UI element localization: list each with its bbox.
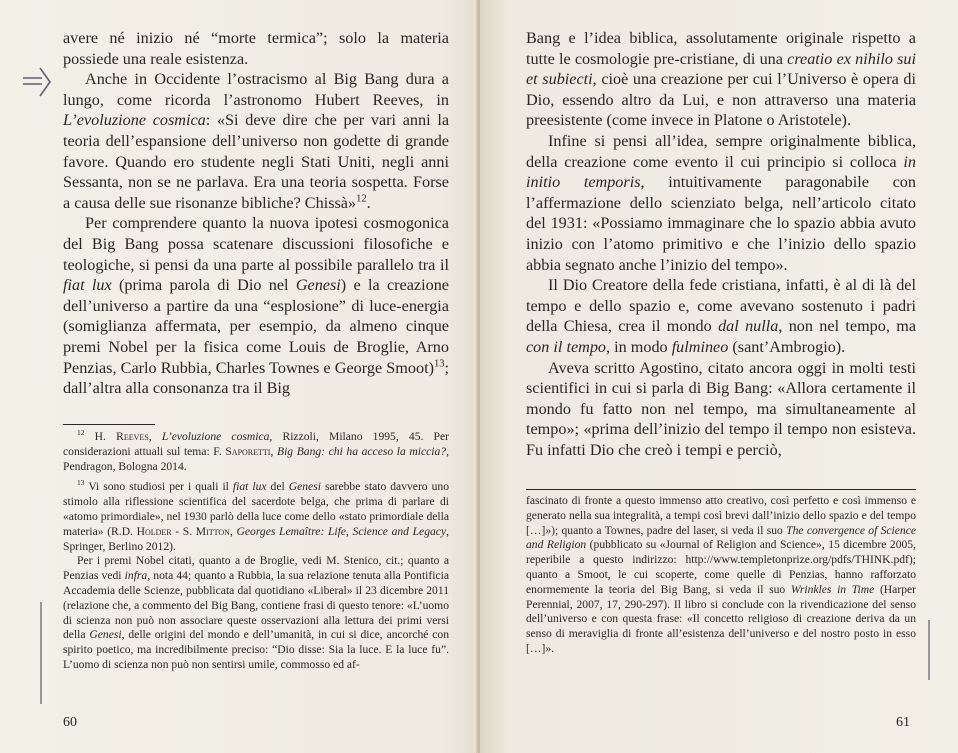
footnote-separator	[63, 424, 155, 425]
paragraph: Bang e l’idea biblica, assolutamente originale rispetto a tutte le cosmologie pre-cristiane, di una creatio ex nihilo sui et subiecti, cioè una creazione per cui l’Universo è opera di Dio, essendo altro da Lui, e non attraverso una materia preesistente (come invece in Platone o Aristotele).	[526, 29, 917, 130]
paragraph: Infine si pensi all’idea, sempre originalmente biblica, della creazione come evento il cui principio si colloca in initio temporis, intuitivamente paragonabile con l’affermazione dello scienziato belga, nell’articolo citato del 1931: «Possiamo immaginare che lo spazio abbia avuto inizio con l’atomo primitivo e che l’inizio dello spazio abbia segnato anche l’inizio del tempo».	[526, 131, 916, 274]
right-page	[480, 0, 958, 753]
right-footnotes	[526, 494, 916, 657]
paragraph: avere né inizio né “morte termica”; solo la materia possiede una reale esistenza.	[63, 29, 449, 68]
paragraph: Aveva scritto Agostino, citato ancora oggi in molti testi scientifici in cui si parla di Big Bang: «Allora certamente il mondo fu fatto non nel tempo, ma simultaneamente al tempo»; «prima dell’inizio del tempo il tempo non esisteva. Fu infatti Dio che creò i tempi e perciò,	[526, 358, 916, 459]
left-page	[0, 0, 478, 753]
handwritten-margin-line	[928, 620, 930, 680]
footnote-separator	[526, 489, 916, 490]
paragraph: Anche in Occidente l’ostracismo al Big Bang dura a lungo, come ricorda l’astronomo Hubert Reeves, in L’evoluzione cosmica: «Si deve dire che per vari anni la teoria dell’espansione dell’universo non godette di grande favore. Quando ero studente negli Stati Uniti, negli anni Sessanta, non se ne parlava. Era una teoria sospetta. Forse a causa delle sue risonanze bibliche? Chissà»$^{12}$.	[63, 70, 450, 212]
footnote-continuation: fascinato di fronte a questo immenso atto creativo, così perfetto e così immenso e generato nella sua integralità, a tempi così brevi dall’inizio dello spazio e del tempo […]»); quanto a Townes, padre del laser, si veda il suo The convergence of Science and Religion (pubblicato su «Journal of Religion and Science», 15 dicembre 2005, reperibile a questo indirizzo: http://www.templetonprize.org/pdfs/THINK.pdf); quanto a Smoot, le cui scoperte, come quelle di Penzias, hanno rafforzato enormemente la teoria del Big Bang, si veda il suo Wrinkles in Time (Harper Perennial, 2007, 17, 290-297). Il libro si conclude con la rivendicazione del senso dell’universo e con questa frase: «Il concetto religioso di creazione deriva da un senso di meraviglia di fronte all’esistenza dell’universo e del nostro posto in esso […]».	[526, 494, 917, 655]
footnote-13-continued: Per i premi Nobel citati, quanto a de Broglie, vedi M. Stenico, cit.; quanto a Penzias vedi infra, nota 44; quanto a Rubbia, la sua relazione tenuta alla Pontificia Accademia delle Scienze, pubblicata dal quotidiano «Liberal» il 23 dicembre 2011 (relazione che, a commento del Big Bang, contiene frasi di questo tenore: «L’uomo di scienza non può non associare queste osservazioni alla lettura dei primi versi della Genesi, delle origini del mondo e dell’umanità, in cui si dice, ancorché con spirito poetico, ma incredibilmente preciso: “Dio disse: Sia la luce. E la luce fu”. L’uomo di scienza non può non sentirsi umile, commosso ed af-	[63, 554, 450, 671]
left-footnotes	[63, 430, 449, 673]
handwritten-arrow-mark	[20, 62, 58, 102]
page-number-left: 60	[63, 715, 77, 730]
handwritten-margin-line	[40, 602, 42, 704]
footnote-12: $^{12}$ H. Reeves, L’evoluzione cosmica, Rizzoli, Milano 1995, 45. Per considerazioni attuali sul tema: F. Saporetti, Big Bang: chi ha acceso la miccia?, Pendragon, Bologna 2014.	[63, 428, 450, 473]
left-body-text	[63, 28, 449, 399]
page-number-right: 61	[896, 715, 910, 730]
paragraph: Il Dio Creatore della fede cristiana, infatti, è al di là del tempo e dello spazio e, come avevano sostenuto i padri della Chiesa, crea il mondo dal nulla, non nel tempo, ma con il tempo, in modo fulmineo (sant’Ambrogio).	[526, 276, 917, 356]
paragraph: Per comprendere quanto la nuova ipotesi cosmogonica del Big Bang possa scatenare discussioni filosofiche e teologiche, si pensi da una parte al possibile parallelo tra il fiat lux (prima parola di Dio nel Genesi) e la creazione dell’universo a partire da una “esplosione” di luce-energia (somiglianza affermata, per esempio, da almeno cinque premi Nobel per la fisica come Louis de Broglie, Arno Penzias, Carlo Rubbia, Charles Townes e George Smoot)$^{13}$; dall’altra alla consonanza tra il Big	[63, 214, 449, 398]
right-body-text	[526, 28, 916, 460]
footnote-13: $^{13}$ Vi sono studiosi per i quali il fiat lux del Genesi sarebbe stato davvero uno stimolo alla riflessione scientifica del sacerdote belga, che prima di parlare di «atomo primordiale», nel 1930 parlò della luce come dello «stato primordiale della materia» (R.D. Holder - S. Mitton, Georges Lemaître: Life, Science and Legacy, Springer, Berlino 2012).	[63, 478, 449, 553]
